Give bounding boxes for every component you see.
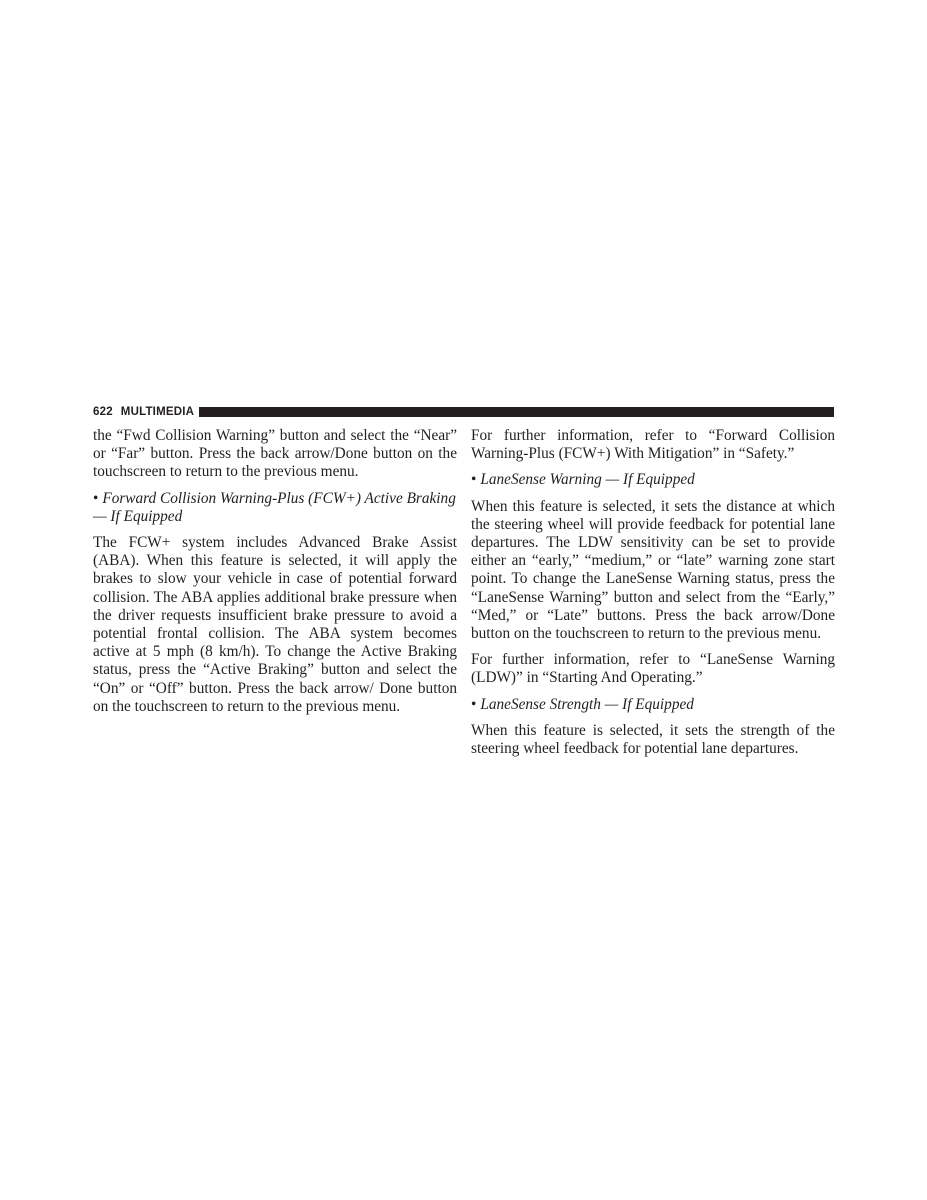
bullet-heading xyxy=(471,696,835,714)
page-number: 622 xyxy=(93,406,113,418)
paragraph: When this feature is selected, it sets the strength of the steering wheel feedback for potential lane departures. xyxy=(471,721,835,758)
bullet-heading xyxy=(471,471,835,489)
paragraph: For further information, refer to “LaneSense Warning (LDW)” in “Starting And Operating.” xyxy=(471,651,835,687)
heading-text: Forward Collision Warning-Plus (FCW+) Active Braking — If Equipped xyxy=(93,489,456,525)
heading-text: LaneSense Strength — If Equipped xyxy=(480,695,694,713)
section-title: MULTIMEDIA xyxy=(120,406,195,418)
paragraph: the “Fwd Collision Warning” button and select the “Near” or “Far” button. Press the back arrow/Done button on the touchscreen to return to the previous menu. xyxy=(93,427,457,481)
bullet-icon: • xyxy=(93,489,99,507)
bullet-icon: • xyxy=(471,695,477,713)
paragraph: The FCW+ system includes Advanced Brake Assist (ABA). When this feature is selected, it will apply the brakes to slow your vehicle in case of potential forward collision. The ABA applies additional brake pressure when the driver requests insufficient brake pressure to avoid a potential frontal collision. The ABA system becomes active at 5 mph (8 km/h). To change the Active Braking status, press the “Active Braking” button and select the “On” or “Off” button. Press the back arrow/ Done button on the touchscreen to return to the previous menu. xyxy=(93,534,457,715)
paragraph: For further information, refer to “Forward Collision Warning-Plus (FCW+) With Mitigation” in “Safety.” xyxy=(471,427,835,463)
left-column xyxy=(93,427,457,724)
heading-text: LaneSense Warning — If Equipped xyxy=(480,471,695,489)
paragraph: When this feature is selected, it sets the distance at which the steering wheel will provide feedback for potential lane departures. The LDW sensitivity can be set to provide either an “early,” “medium,” or “late” warning zone start point. To change the LaneSense Warning status, press the “LaneSense Warning” button and select from the “Early,” “Med,” or “Late” buttons. Press the back arrow/Done button on the touchscreen to return to the previous menu. xyxy=(471,497,835,643)
bullet-heading xyxy=(93,490,457,526)
header-rule xyxy=(199,407,834,417)
page-header xyxy=(93,405,834,419)
bullet-icon: • xyxy=(471,471,477,489)
right-column xyxy=(471,427,835,766)
